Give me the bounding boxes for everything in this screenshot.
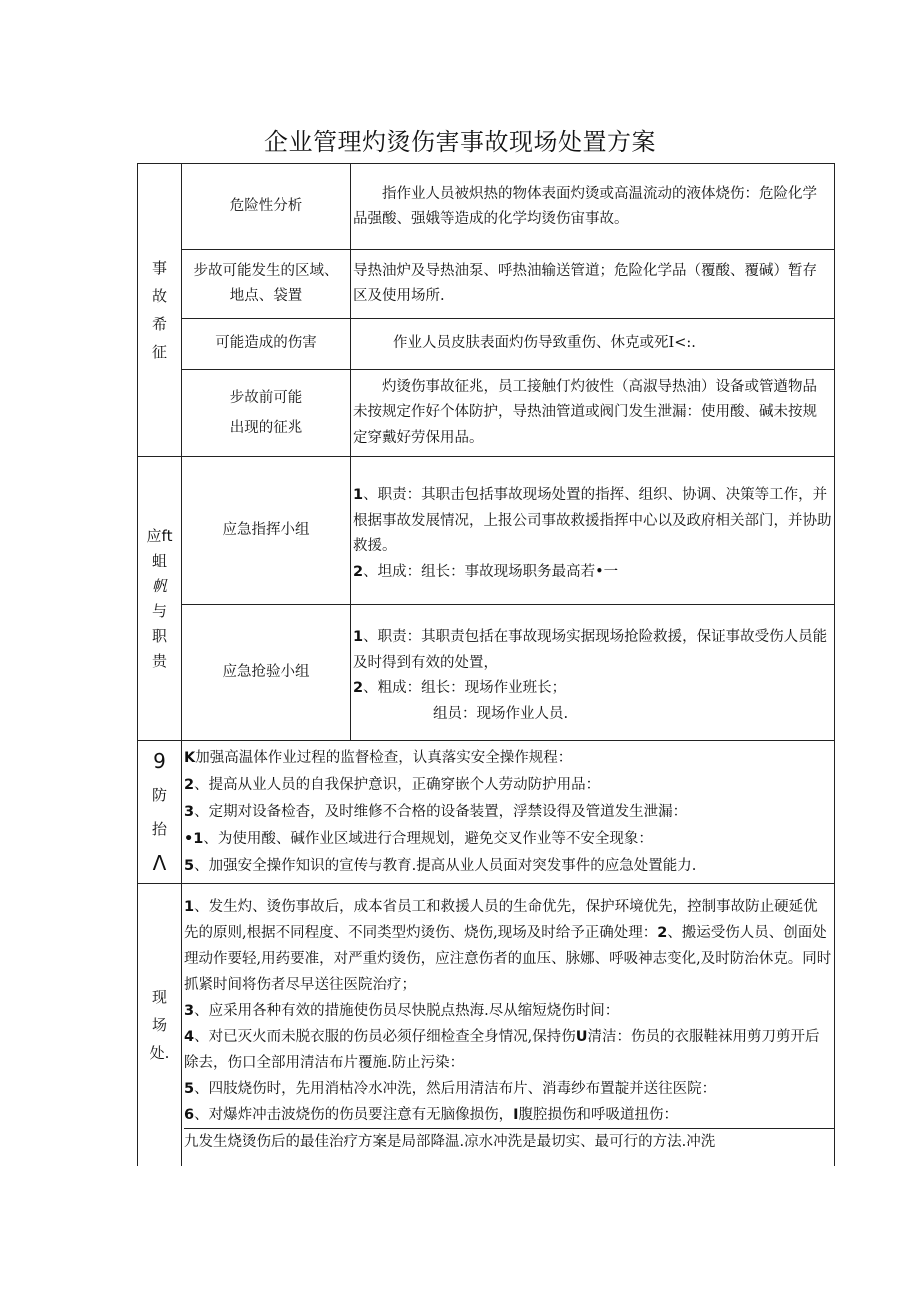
row-label-line: 出现的征兆 <box>229 420 303 436</box>
header-char: 贵 <box>151 651 167 670</box>
item-text: 、提高从业人员的自我保护意识，正确穿嵌个人劳动防护用品： <box>194 777 601 793</box>
numbered-line <box>353 676 832 702</box>
header-char: 抬 <box>151 820 167 838</box>
header-char: 帆 <box>151 576 167 595</box>
document-title: 企业管理灼烫伤害事故现场处置方案 <box>264 128 656 156</box>
row-label-possible-injury <box>182 319 350 369</box>
numbered-line <box>184 799 832 826</box>
item-text: 、定期对设备检杳，及时维修不合格的设备装置，浮禁设得及管道发生泄漏： <box>194 804 688 820</box>
item-number: 5 <box>184 858 195 874</box>
item-number: •1 <box>184 831 204 847</box>
item-text: 清洁：伤员的衣服鞋袜用剪刀剪开后除去，伤口全部用清洁布片覆施.防止污染： <box>184 1029 820 1071</box>
row-label-text: 应急抢验小组 <box>222 663 310 680</box>
section-header-onsite-handling <box>138 884 181 1166</box>
numbered-line <box>184 998 832 1024</box>
item-text: 、搬运受伤人员、创面处理动作要轻,用药要准，对严重灼烫伤，应注意伤者的血压、脉娜、呼吸神志变化,及时防治休克。同时抓紧时间将伤者尽早送往医院治疗； <box>184 925 832 993</box>
item-number: I <box>513 1107 519 1123</box>
item-number: 2 <box>353 680 364 696</box>
header-char: 故 <box>151 287 167 305</box>
row-content-text: 灼烫伤事故征兆，员工接触仃灼彼性（高淑导热油）设备或管遒物品未按规定作好个体防护，导热油管道或阀门发生泄漏：使用酸、碱未按规定穿戴好劳保用品。 <box>353 378 817 446</box>
numbered-line <box>353 560 832 586</box>
item-number: 5 <box>184 1081 195 1097</box>
item-text: 、为使用酸、碱作业区域进行合理规划，避免交叉作业等不安全现象： <box>203 831 653 847</box>
numbered-line <box>353 702 832 728</box>
item-text: 、四肢烧伤时，先用消枯冷水冲洗，然后用清洁布片、消毒纱布置靛并送往医院： <box>194 1081 717 1097</box>
row-label-risk-analysis <box>182 164 350 249</box>
header-char: 处. <box>149 1044 170 1062</box>
header-char: 现 <box>151 988 167 1006</box>
item-text: 、对爆炸冲击波烧伤的伤员要注意有无脑像损伤， <box>194 1107 514 1123</box>
row-label-rescue-group <box>182 605 350 740</box>
row-label-line: 步故可能发生的区域、 <box>193 262 339 279</box>
item-text: 腹腔损伤和呼吸道扭伤： <box>518 1107 678 1123</box>
row-content-command-group <box>351 478 832 590</box>
header-char: 希 <box>151 315 167 333</box>
row-content-precursor-signs <box>351 373 831 453</box>
numbered-line <box>353 625 832 676</box>
header-char: 职 <box>151 626 167 645</box>
numbered-line <box>184 1076 832 1102</box>
numbered-line <box>184 853 832 880</box>
header-char: 场 <box>151 1016 167 1034</box>
row-content-text: 指作业人员被炽热的物体表面灼烫或高温流动的液体烧伤：危险化学品强酸、强娥等造成的化学均烫伤宙事故。 <box>353 185 817 227</box>
item-text: 九发生烧烫伤后的最佳治疗方案是局部降温.凉水冲洗是最切实、最可行的方法.冲洗 <box>184 1134 716 1150</box>
header-char: 事 <box>151 259 167 277</box>
table-border <box>137 883 834 884</box>
item-number: 2 <box>353 563 364 580</box>
row-label-text: 可能造成的伤害 <box>215 335 317 352</box>
header-char: 应ft <box>146 526 173 545</box>
header-char: 与 <box>151 601 167 620</box>
item-number: K <box>184 750 196 766</box>
row-content-text: 作业人员皮肤表面灼伤导致重伤、休克或死I<:. <box>393 335 696 352</box>
item-number: 1 <box>184 899 195 915</box>
section-header-emergency-organization <box>138 457 181 740</box>
section-header-accident-features <box>138 164 181 456</box>
item-text: 、应采用各种有效的措施使伤员尽快脱点热海.尽从缩短烧伤时间： <box>194 1003 620 1019</box>
header-char: 征 <box>151 343 167 361</box>
row-content-text: 导热油炉及导热油泵、呼热油输送管道；危险化学品（覆酸、覆碱）暂存区及使用场所. <box>353 262 817 304</box>
item-text: 、坦成：组长：事故现场职务最高若•一 <box>363 563 619 580</box>
row-content-risk-analysis <box>351 172 829 242</box>
item-number: 6 <box>184 1107 195 1123</box>
row-label-text: 应急指挥小组 <box>222 521 310 538</box>
item-text: 加强高温体作业过程的监督检查，认真落实安全操作规程： <box>195 750 573 766</box>
item-text: 组员：现场作业人员. <box>433 705 569 722</box>
numbered-line <box>184 1128 834 1155</box>
row-label-line: 步故前可能 <box>229 390 303 406</box>
numbered-line <box>184 1102 832 1128</box>
row-label-command-group <box>182 457 350 604</box>
numbered-line <box>353 483 832 560</box>
header-char: 防 <box>151 786 167 804</box>
section-header-prevention <box>138 741 181 883</box>
table-border <box>137 740 834 741</box>
row-content-possible-areas <box>351 256 831 312</box>
header-char: 蛆 <box>151 551 167 570</box>
prevention-content <box>182 745 832 881</box>
item-text: 、加强安全操作知识的宣传与教育.提高从业人员面对突发事件的应急处置能力. <box>194 858 697 874</box>
numbered-line <box>184 826 832 853</box>
item-text: 、粗成：组长：现场作业班长； <box>363 680 567 696</box>
row-content-rescue-group <box>351 618 832 734</box>
item-number: U <box>575 1029 588 1045</box>
item-text: 、发生灼、烫伤事故后，成本省员工和救援人员的生命优先，保护环境优先，控制事故防止硬延优先的原则,根据不同程度、不同类型灼烫伤、烧伤,现场及时给予正确处理： <box>184 899 818 941</box>
item-number: 3 <box>184 804 195 820</box>
row-label-possible-areas <box>182 250 350 318</box>
header-char: 9 <box>153 749 166 773</box>
item-number: 3 <box>184 1003 195 1019</box>
numbered-line <box>184 1024 832 1076</box>
row-label-precursor-signs <box>182 370 350 456</box>
row-content-possible-injury <box>351 319 829 369</box>
item-number: 4 <box>184 1029 195 1045</box>
numbered-line <box>184 745 832 772</box>
numbered-line <box>184 772 832 799</box>
table-border <box>834 163 835 1166</box>
item-text: 、职责：其职击包括事故现场处置的指挥、组织、协调、决策等工作，并根据事故发展情况，上报公司事故救援指挥中心以及政府相关部门，并协助救援。 <box>353 487 832 554</box>
row-label-line: 地点、袋置 <box>229 288 303 304</box>
item-number: 1 <box>353 629 364 645</box>
header-char: Λ <box>152 851 167 875</box>
row-label-text: 危险性分析 <box>229 197 303 214</box>
item-number: 2 <box>657 925 668 941</box>
item-number: 1 <box>353 487 364 503</box>
numbered-line <box>184 894 832 998</box>
item-text: 、对已灭火而未脱衣服的伤员必须仔细检查全身情况,保持伤 <box>194 1029 576 1045</box>
item-text: 、职责：其职责包括在事故现场实据现场抢险救援，保证事故受伤人员能及时得到有效的处置， <box>353 629 828 671</box>
onsite-handling-content <box>182 894 832 1166</box>
item-number: 2 <box>184 777 195 793</box>
